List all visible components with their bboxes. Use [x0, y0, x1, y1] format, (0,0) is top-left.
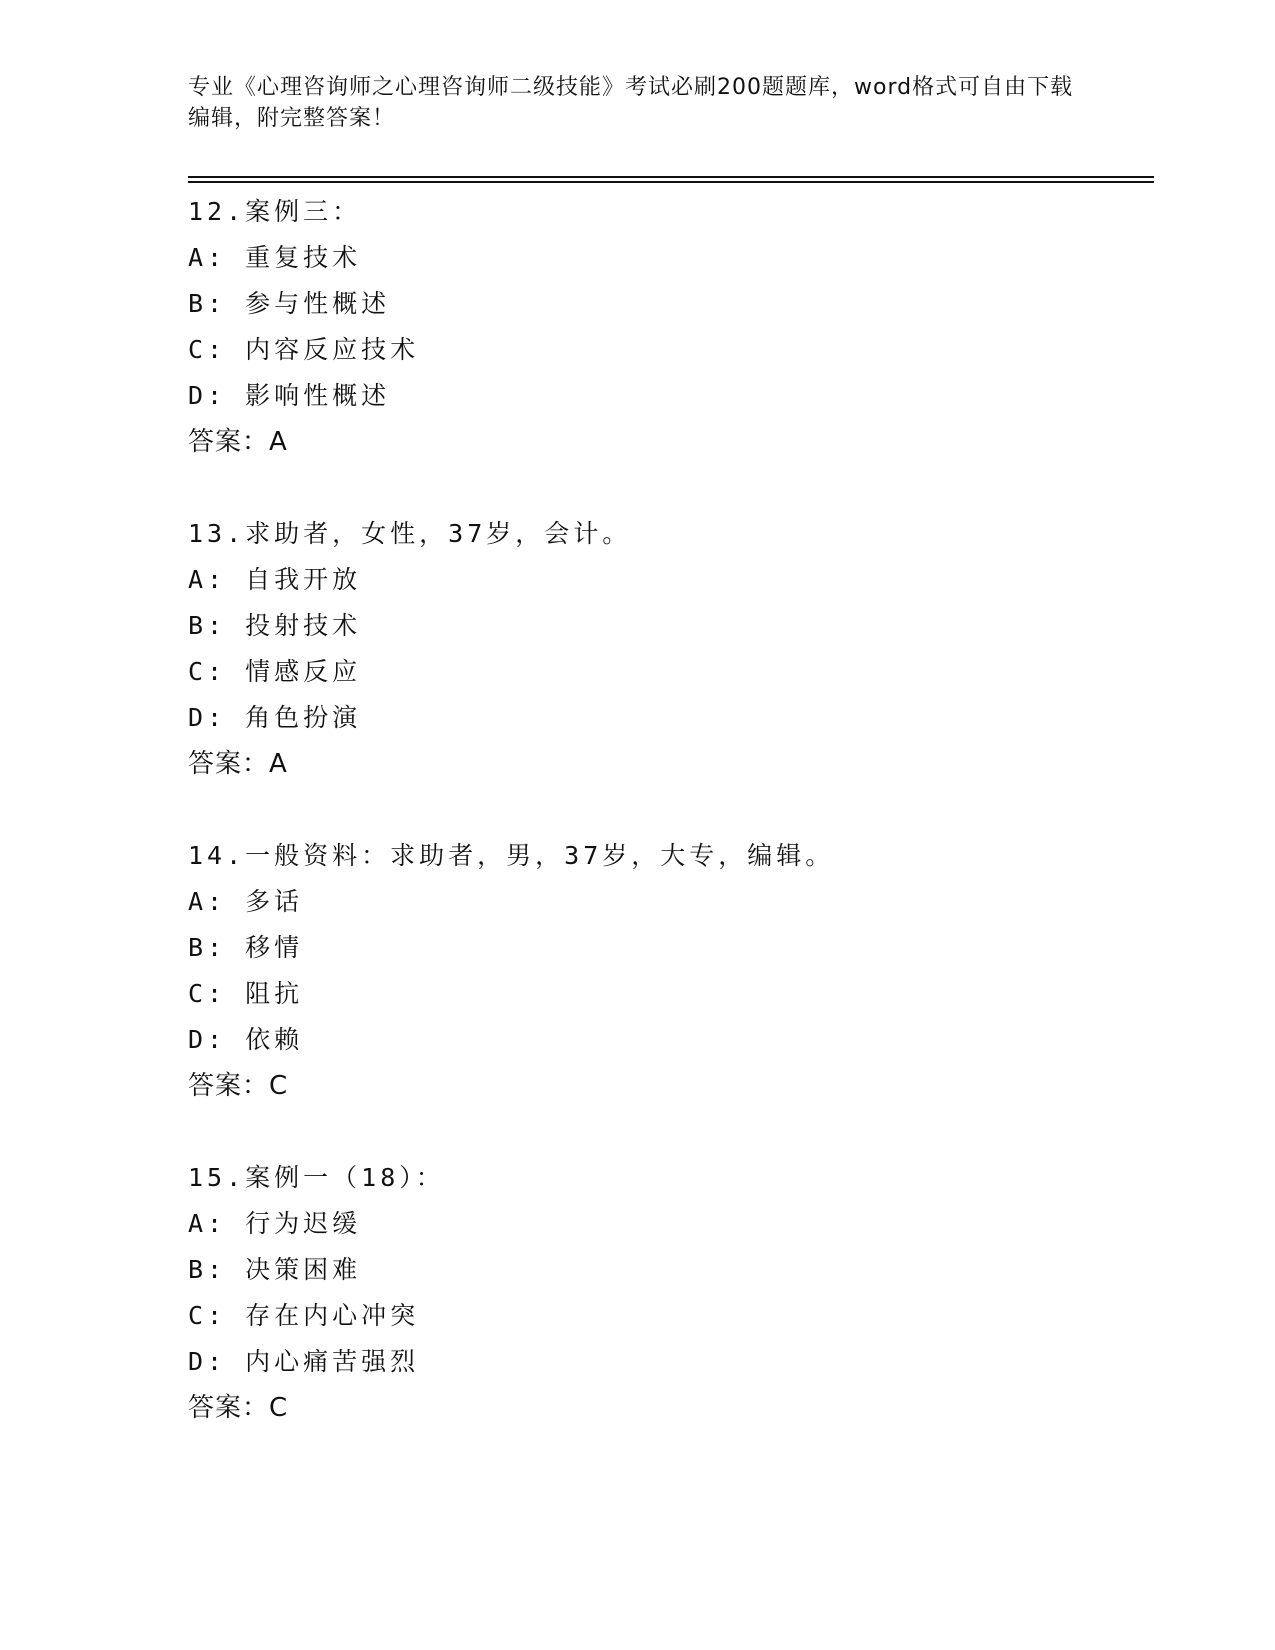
option-a: A: 多话 [188, 887, 304, 916]
option-d: D: 内心痛苦强烈 [188, 1347, 420, 1376]
question-12 [188, 189, 1154, 465]
option-d: D: 依赖 [188, 1025, 304, 1054]
option-b: B: 决策困难 [188, 1255, 362, 1284]
option-d: D: 角色扮演 [188, 703, 362, 732]
question-stem: 13.求助者，女性，37岁，会计。 [188, 519, 632, 548]
option-c: C: 内容反应技术 [188, 335, 420, 364]
answer-label: 答案：A [188, 427, 288, 457]
question-14 [188, 833, 1154, 1109]
option-a: A: 自我开放 [188, 565, 362, 594]
question-stem: 14.一般资料：求助者，男，37岁，大专，编辑。 [188, 841, 835, 870]
option-d: D: 影响性概述 [188, 381, 391, 410]
option-b: B: 投射技术 [188, 611, 362, 640]
question-stem: 12.案例三： [188, 197, 362, 226]
answer-label: 答案：C [188, 1071, 289, 1101]
question-list [188, 189, 1154, 1477]
question-15 [188, 1155, 1154, 1431]
answer-label: 答案：A [188, 749, 288, 779]
answer-label: 答案：C [188, 1393, 289, 1423]
question-stem: 15.案例一（18）： [188, 1163, 445, 1192]
header-divider-bottom [188, 181, 1154, 183]
header-divider-top [188, 176, 1154, 178]
option-b: B: 参与性概述 [188, 289, 391, 318]
option-b: B: 移情 [188, 933, 304, 962]
option-c: C: 情感反应 [188, 657, 362, 686]
option-a: A: 重复技术 [188, 243, 362, 272]
question-13 [188, 511, 1154, 787]
document-header: 专业《心理咨询师之心理咨询师二级技能》考试必刷200题题库，word格式可自由下载编辑，附完整答案！ [188, 75, 1074, 131]
option-c: C: 阻抗 [188, 979, 304, 1008]
option-c: C: 存在内心冲突 [188, 1301, 420, 1330]
option-a: A: 行为迟缓 [188, 1209, 362, 1238]
